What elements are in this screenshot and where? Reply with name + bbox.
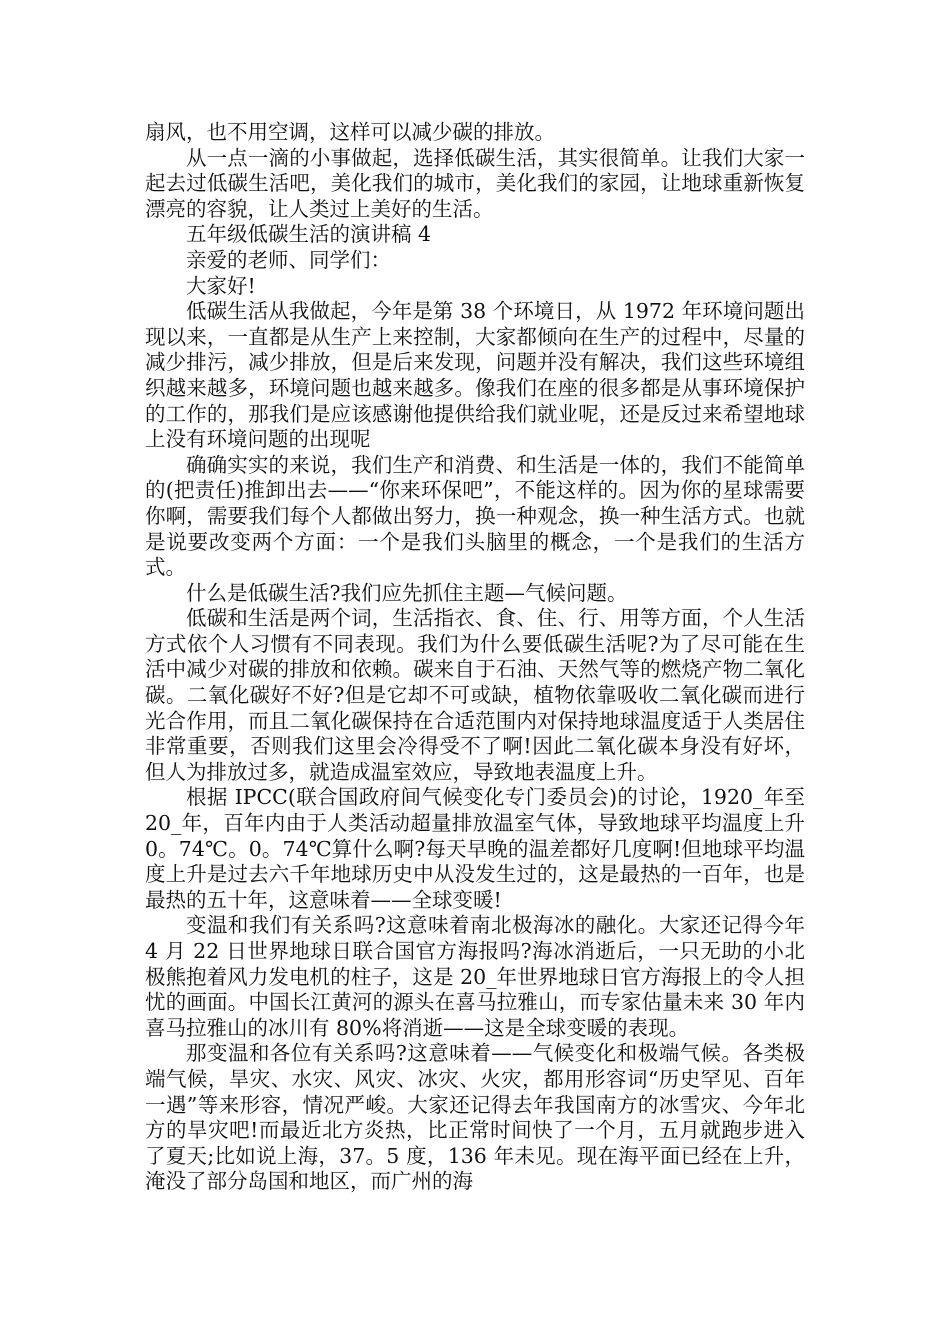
salutation: 亲爱的老师、同学们： — [186, 247, 391, 272]
greeting: 大家好! — [186, 273, 256, 298]
paragraph-9: 低碳和生活是两个词，生活指衣、食、住、行、用等方面，个人生活方式依个人习惯有不同表现。我们为什么要低碳生活呢?为了尽可能在生活中减少对碳的排放和依赖。碳来自于石油、天然气等的燃烧产物二氧化碳。二氧化碳好不好?但是它却不可或缺，植物依靠吸收二氧化碳而进行光合作用，而且二氧化碳保持在合适范围内对保持地球温度适于人类居住非常重要，否则我们这里会冷得受不了啊!因此二氧化碳本身没有好坏，但人为排放过多，就造成温室效应，导致地表温度上升。 — [145, 606, 805, 784]
paragraph-6: 低碳生活从我做起，今年是第 38 个环境日，从 1972 年环境问题出现以来，一直都是从生产上来控制，大家都倾向在生产的过程中，尽量的减少排污，减少排放，但是后来发现，问题并没有解决，我们这些环境组织越来越多，环境问题也越来越多。像我们在座的很多都是从事环境保护的工作的，那我们是应该感谢他提供给我们就业呢，还是反过来希望地球上没有环境问题的出现呢 — [145, 299, 805, 452]
paragraph-12: 那变温和各位有关系吗?这意味着——气候变化和极端气候。各类极端气候，旱灾、水灾、风灾、冰灾、火灾，都用形容词“历史罕见、百年一遇”等来形容，情况严峻。大家还记得去年我国南方的冰雪灾、今年北方的旱灾吧!而最近北方炎热，比正常时间快了一个月，五月就跑步进入了夏天;比如说上海，37。5 度，136 年未见。现在海平面已经在上升，淹没了部分岛国和地区，而广州的海 — [145, 1041, 805, 1194]
paragraph-7: 确确实实的来说，我们生产和消费、和生活是一体的，我们不能简单的(把责任)推卸出去——“你来环保吧”，不能这样的。因为你的星球需要你啊，需要我们每个人都做出努力，换一种观念，换一种生活方式。也就是说要改变两个方面：一个是我们头脑里的概念，一个是我们的生活方式。 — [145, 452, 805, 580]
section-heading: 五年级低碳生活的演讲稿 4 — [186, 222, 432, 247]
paragraph-8: 什么是低碳生活?我们应先抓住主题—气候问题。 — [186, 580, 628, 605]
paragraph-1: 扇风，也不用空调，这样可以减少碳的排放。 — [145, 120, 555, 144]
paragraph-10: 根据 IPCC(联合国政府间气候变化专门委员会)的讨论，1920_年至 20_年，百年内由于人类活动超量排放温室气体，导致地球平均温度上升 0。74℃。0。74℃算什么啊?每天早晚的温差都好几度啊!但地球平均温度上升是过去六千年地球历史中从没发生过的，这是最热的一百年，也是最热的五十年，这意味着——全球变暖! — [145, 785, 805, 912]
document-body — [145, 120, 805, 1195]
paragraph-2: 从一点一滴的小事做起，选择低碳生活，其实很简单。让我们大家一起去过低碳生活吧，美化我们的城市，美化我们的家园，让地球重新恢复漂亮的容貌，让人类过上美好的生活。 — [145, 145, 805, 221]
paragraph-11: 变温和我们有关系吗?这意味着南北极海冰的融化。大家还记得今年 4 月 22 日世界地球日联合国官方海报吗?海冰消逝后，一只无助的小北极熊抱着风力发电机的柱子，这是 20_年世界地球日官方海报上的令人担忧的画面。中国长江黄河的源头在喜马拉雅山，而专家估量未来 30 年内喜马拉雅山的冰川有 80%将消逝——这是全球变暖的表现。 — [145, 913, 805, 1040]
